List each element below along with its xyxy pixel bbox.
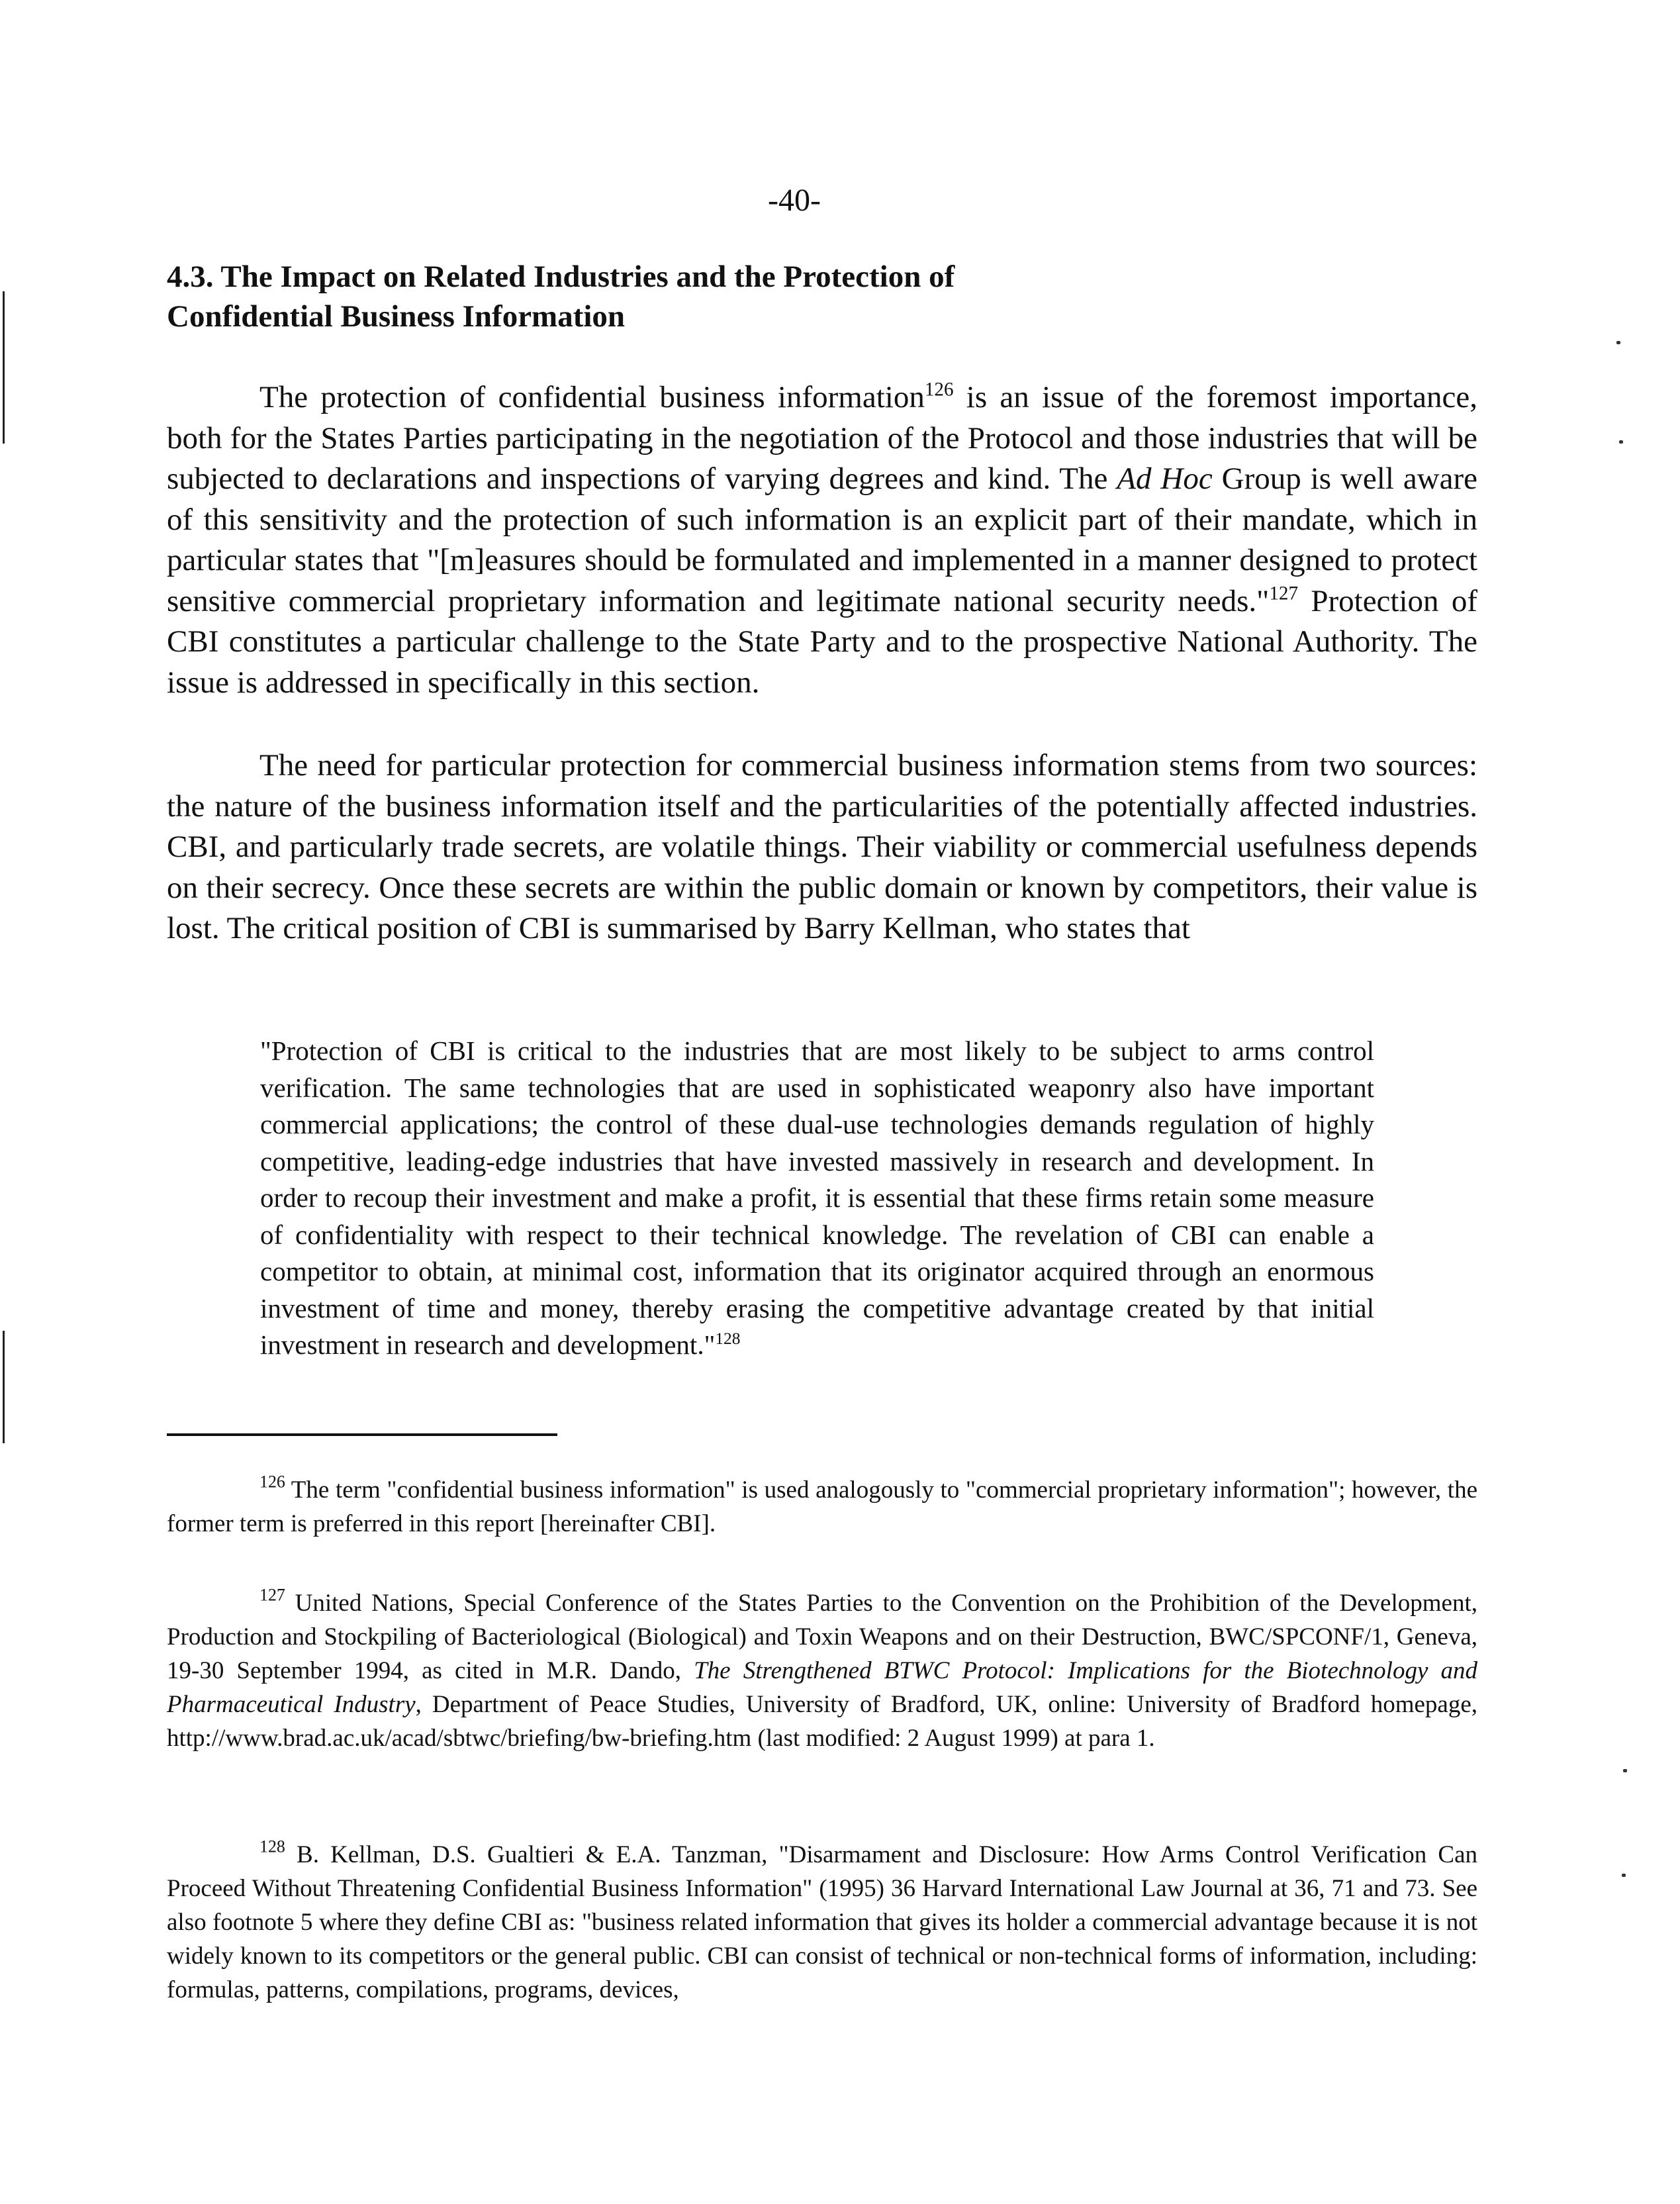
footnote-number-126: 126 bbox=[259, 1472, 285, 1492]
scan-speck bbox=[1623, 1769, 1627, 1772]
footnote-ref-126: 126 bbox=[924, 379, 954, 401]
footnote-126-text: The term "confidential business information" is used analogously to "commercial proprietary information"; however, the former term is preferred in this report [hereinafter CBI]. bbox=[167, 1476, 1477, 1537]
footnote-ref-128: 128 bbox=[715, 1329, 741, 1348]
scan-speck bbox=[1619, 440, 1623, 444]
para1-text-d: Protection of CBI constitutes a particular challenge to the State Party and to the prospective National Authority. The issue is addressed in specifically in this section. bbox=[167, 583, 1477, 700]
quote-text: "Protection of CBI is critical to the industries that are most likely to be subject to arms control verification. The same technologies that are used in sophisticated weaponry also have important commercial applications; the control of these dual-use technologies demands regulation of highly competitive, leading-edge industries that have invested massively in research and development. In order to recoup their investment and make a profit, it is essential that these firms retain some measure of confidentiality with respect to their technical knowledge. The revelation of CBI can enable a competitor to obtain, at minimal cost, information that its originator acquired through an enormous investment of time and money, thereby erasing the competitive advantage created by that initial investment in research and development." bbox=[260, 1035, 1374, 1360]
para1-text-b: is an issue of the foremost importance, both for the States Parties participating in the negotiation of the Protocol and those industries that will be subjected to declarations and inspections of varying degrees and kind. The bbox=[167, 380, 1477, 496]
ad-hoc-italic: Ad Hoc bbox=[1117, 461, 1213, 496]
footnote-127-text-b: , Department of Peace Studies, University of Bradford, UK, online: University of Bradford homepage, http://www.brad.ac.uk/acad/sbtwc/briefing/bw-briefing.htm (last modified: 2 August 1999) at para 1. bbox=[167, 1691, 1477, 1752]
footnote-127 bbox=[167, 1586, 1477, 1755]
footnote-127-italic-title: The Strengthened BTWC Protocol: Implications for the Biotechnology and Pharmaceutical Industry bbox=[167, 1657, 1477, 1718]
scan-speck bbox=[1616, 341, 1620, 344]
footnote-number-128: 128 bbox=[259, 1837, 285, 1856]
page-number: -40- bbox=[768, 183, 821, 218]
scan-speck bbox=[1622, 1874, 1626, 1877]
footnote-126 bbox=[167, 1473, 1477, 1541]
scan-edge-mark bbox=[3, 1331, 5, 1443]
footnote-127-text-a: United Nations, Special Conference of the States Parties to the Convention on the Prohibition of the Development, Production and Stockpiling of Bacteriological (Biological) and Toxin Weapons and on their Destruction, BWC/SPCONF/1, Geneva, 19-30 September 1994, as cited in M.R. Dando, bbox=[167, 1590, 1477, 1684]
footnote-128 bbox=[167, 1838, 1477, 2007]
section-heading bbox=[167, 257, 1292, 336]
footnote-number-127: 127 bbox=[259, 1585, 285, 1605]
para1-text-c: Group is well aware of this sensitivity and the protection of such information is an explicit part of their mandate, which in particular states that "[m]easures should be formulated and implemented in a manner designed to protect sensitive commercial proprietary information and legitimate national security needs." bbox=[167, 461, 1477, 618]
heading-line-1: 4.3. The Impact on Related Industries and the Protection of bbox=[167, 260, 955, 294]
paragraph-1 bbox=[167, 377, 1477, 703]
heading-line-2: Confidential Business Information bbox=[167, 299, 626, 334]
footnote-separator bbox=[167, 1433, 557, 1436]
para1-text-a: The protection of confidential business information bbox=[259, 380, 925, 414]
footnote-ref-127: 127 bbox=[1269, 583, 1299, 604]
footnote-128-text: B. Kellman, D.S. Gualtieri & E.A. Tanzman, "Disarmament and Disclosure: How Arms Control Verification Can Proceed Without Threatening Confidential Business Information" (1995) 36 Harvard International Law Journal at 36, 71 and 73. See also footnote 5 where they define CBI as: "business related information that gives its holder a commercial advantage because it is not widely known to its competitors or the general public. CBI can consist of technical or non-technical forms of information, including: formulas, patterns, compilations, programs, devices, bbox=[167, 1841, 1477, 2003]
block-quote bbox=[260, 1033, 1374, 1364]
scan-edge-mark bbox=[3, 291, 5, 444]
paragraph-2: The need for particular protection for commercial business information stems from two sources: the nature of the business information itself and the particularities of the potentially affected industries. CBI, and particularly trade secrets, are volatile things. Their viability or commercial usefulness depends on their secrecy. Once these secrets are within the public domain or known by competitors, their value is lost. The critical position of CBI is summarised by Barry Kellman, who states that bbox=[167, 748, 1477, 945]
